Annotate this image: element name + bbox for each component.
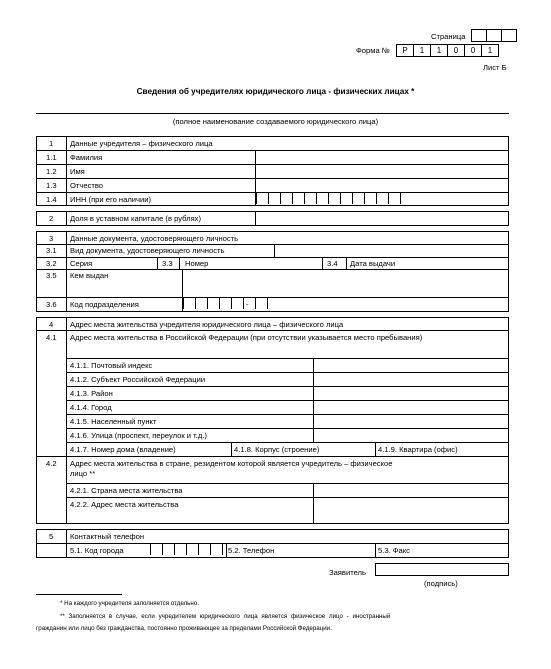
house-number-label: 4.1.7. Номер дома (владение) xyxy=(70,445,176,454)
row-number: 3.1 xyxy=(46,246,57,255)
subdivision-code-dash: - xyxy=(246,300,249,309)
section-4-title: Адрес места жительства учредителя юридического лица – физического лица xyxy=(70,320,344,329)
row-number: 3.6 xyxy=(46,300,57,309)
section-3-title: Данные документа, удостоверяющего личность xyxy=(70,234,239,243)
issued-by-field[interactable] xyxy=(183,270,508,297)
settlement-label: 4.1.5. Населенный пункт xyxy=(70,417,157,426)
entity-name-caption: (полное наименование создаваемого юридического лица) xyxy=(172,117,379,126)
building-label: 4.1.8. Корпус (строение) xyxy=(234,445,320,454)
document-type-field[interactable] xyxy=(275,245,508,257)
subdivision-code-label: Код подразделения xyxy=(70,300,139,309)
form-code-cell: 0 xyxy=(464,44,482,57)
fax-label: 5.3. Факс xyxy=(378,546,410,555)
country-field[interactable] xyxy=(314,484,508,497)
document-type-label: Вид документа, удостоверяющего личность xyxy=(70,246,225,255)
entity-name-field[interactable] xyxy=(36,101,509,114)
row-number: 1.3 xyxy=(46,181,57,190)
district-field[interactable] xyxy=(314,387,508,400)
postal-code-field[interactable] xyxy=(314,359,508,372)
district-label: 4.1.3. Район xyxy=(70,389,113,398)
street-field[interactable] xyxy=(314,429,508,442)
footnote-divider xyxy=(36,594,122,595)
foreign-address-label-line1: Адрес места жительства в стране, резидентом которой является учредитель – физическое xyxy=(70,459,393,468)
row-number: 3.4 xyxy=(327,259,338,268)
form-code-cell: Р xyxy=(396,44,414,57)
signature-field[interactable] xyxy=(375,563,509,576)
share-capital-field[interactable] xyxy=(256,212,508,225)
footnote-2-line1: ** Заполняется в случае, если учредителем юридического лица является физическое лицо - иностранный xyxy=(60,613,391,620)
region-label: 4.1.2. Субъект Российской Федерации xyxy=(70,375,206,384)
form-code-cell: 1 xyxy=(413,44,431,57)
section-4 xyxy=(36,317,509,524)
page-number-cell[interactable] xyxy=(486,29,502,42)
share-capital-label: Доля в уставном капитале (в рублях) xyxy=(70,214,202,223)
sheet-label: Лист Б xyxy=(483,63,507,72)
row-number: 1.4 xyxy=(46,195,57,204)
section-3-number: 3 xyxy=(49,234,54,243)
row-number: 1.1 xyxy=(46,153,57,162)
surname-label: Фамилия xyxy=(70,153,103,162)
first-name-field[interactable] xyxy=(256,165,508,178)
form-code-boxes xyxy=(396,44,499,57)
applicant-label: Заявитель xyxy=(329,568,366,577)
signature-caption: (подпись) xyxy=(424,579,458,588)
section-1 xyxy=(36,136,509,206)
country-label: 4.2.1. Страна места жительства xyxy=(70,486,183,495)
patronymic-label: Отчество xyxy=(70,181,104,190)
apartment-label: 4.1.9. Квартира (офис) xyxy=(378,445,458,454)
section-5-number: 5 xyxy=(49,532,54,541)
row-number: 1.2 xyxy=(46,167,57,176)
issued-by-label: Кем выдан xyxy=(70,271,109,280)
postal-code-label: 4.1.1. Почтовый индекс xyxy=(70,361,153,370)
section-2 xyxy=(36,211,509,226)
inn-label: ИНН (при его наличии) xyxy=(70,195,151,204)
first-name-label: Имя xyxy=(70,167,85,176)
form-label: Форма № xyxy=(356,46,390,55)
section-1-title: Данные учредителя – физического лица xyxy=(70,139,213,148)
inn-cells[interactable] xyxy=(256,193,412,204)
footnote-1: * На каждого учредителя заполняется отдельно. xyxy=(60,600,199,607)
page-number-boxes[interactable] xyxy=(471,29,517,42)
form-title: Сведения об учредителях юридического лица - физических лицах * xyxy=(136,87,415,96)
russian-address-label: Адрес места жительства в Российской Федерации (при отсутствии указывается место пребывания) xyxy=(70,333,423,342)
form-code-cell: 1 xyxy=(430,44,448,57)
section-5 xyxy=(36,529,509,558)
area-code-cells[interactable] xyxy=(150,544,234,555)
patronymic-field[interactable] xyxy=(256,179,508,192)
footnote-2-line2: гражданин или лицо без гражданства, постоянно проживающее за пределами Российской Федерации. xyxy=(36,625,332,632)
foreign-address-field[interactable] xyxy=(314,498,508,523)
street-label: 4.1.6. Улица (проспект, переулок и т.д.) xyxy=(70,431,207,440)
row-number: 4.1 xyxy=(46,333,57,342)
city-label: 4.1.4. Город xyxy=(70,403,112,412)
page-number-cell[interactable] xyxy=(471,29,487,42)
issue-date-label: Дата выдачи xyxy=(350,259,396,268)
settlement-field[interactable] xyxy=(314,415,508,428)
surname-field[interactable] xyxy=(256,151,508,164)
city-field[interactable] xyxy=(314,401,508,414)
page-number-cell[interactable] xyxy=(501,29,517,42)
area-code-label: 5.1. Код города xyxy=(70,546,124,555)
section-2-number: 2 xyxy=(49,214,54,223)
section-4-number: 4 xyxy=(49,320,54,329)
telephone-label: 5.2. Телефон xyxy=(228,546,275,555)
subdivision-code-cells[interactable] xyxy=(183,298,279,309)
foreign-address-detail-label: 4.2.2. Адрес места жительства xyxy=(70,500,179,509)
series-label: Серия xyxy=(70,259,93,268)
number-label: Номер xyxy=(185,259,209,268)
phone-title: Контактный телефон xyxy=(70,532,145,541)
row-number: 3.3 xyxy=(162,259,173,268)
section-1-number: 1 xyxy=(49,139,54,148)
page-label: Страница xyxy=(431,32,466,41)
row-number: 3.5 xyxy=(46,271,57,280)
form-code-cell: 0 xyxy=(447,44,465,57)
row-number: 3.2 xyxy=(46,259,57,268)
row-number: 4.2 xyxy=(46,459,57,468)
region-field[interactable] xyxy=(314,373,508,386)
foreign-address-label-line2: лицо ** xyxy=(70,469,96,478)
form-code-cell: 1 xyxy=(481,44,499,57)
section-3 xyxy=(36,231,509,312)
